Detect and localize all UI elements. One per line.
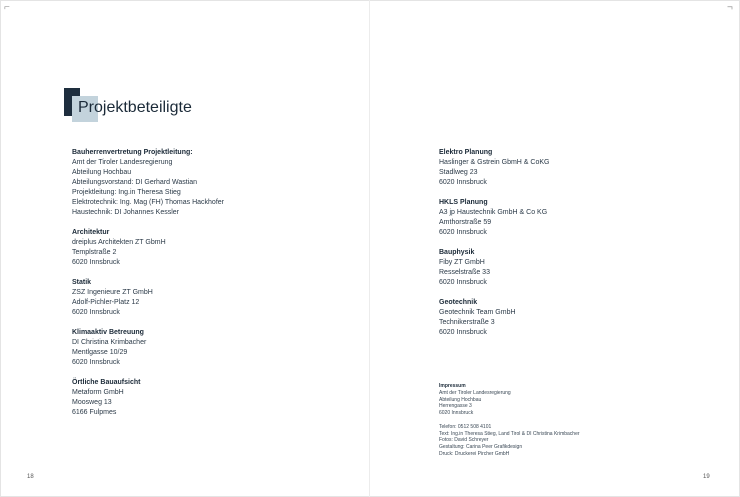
- block-line: ZSZ Ingenieure ZT GmbH: [72, 289, 153, 296]
- impressum-line: 6020 Innsbruck: [439, 410, 474, 417]
- impressum-line: Druck: Druckerei Pircher GmbH: [439, 450, 510, 457]
- contact-block: [72, 278, 372, 318]
- block-line: 6166 Fulpmes: [72, 409, 117, 416]
- impressum-line: Fotos: David Schreyer: [439, 437, 489, 444]
- page-title: Projektbeteiligte: [78, 99, 192, 116]
- block-line: Metaform GmbH: [72, 389, 124, 396]
- block-line: Moosweg 13: [72, 399, 112, 406]
- block-line: 6020 Innsbruck: [439, 179, 487, 186]
- block-line: Adolf-Pichler-Platz 12: [72, 299, 140, 306]
- block-heading: HKLS Planung: [439, 199, 488, 206]
- block-line: dreiplus Architekten ZT GbmH: [72, 239, 166, 246]
- block-line: Templstraße 2: [72, 249, 117, 256]
- block-line: Geotechnik Team GmbH: [439, 309, 516, 316]
- left-column: [72, 148, 372, 428]
- contact-block: [72, 228, 372, 268]
- contact-block: [72, 148, 372, 218]
- block-line: 6020 Innsbruck: [72, 309, 120, 316]
- right-corner-mark: ¬: [727, 2, 733, 13]
- contact-block: [439, 148, 739, 188]
- impressum-heading: Impressum: [439, 383, 466, 389]
- block-line: Abteilungsvorstand: DI Gerhard Wastian: [72, 179, 198, 186]
- block-heading: Statik: [72, 279, 92, 286]
- impressum-line: Text: Ing.in Theresa Stieg, Land Tirol & DI Christina Krimbacher: [439, 430, 580, 437]
- block-heading: Architektur: [72, 229, 110, 236]
- block-heading: Bauphysik: [439, 249, 475, 256]
- block-heading: Bauherrenvertretung Projektleitung:: [72, 149, 193, 156]
- page-number-right: 19: [703, 474, 710, 480]
- block-line: Amt der Tiroler Landesregierung: [72, 159, 173, 166]
- contact-block: [439, 248, 739, 288]
- impressum-spacer: [439, 417, 639, 424]
- impressum-credits: [439, 424, 639, 458]
- impressum-line: Telefon: 0512 508 4101: [439, 423, 492, 430]
- contact-block: [72, 378, 372, 418]
- block-line: Mentlgasse 10/29: [72, 349, 128, 356]
- impressum-line: Gestaltung: Carina Peer Grafikdesign: [439, 444, 523, 451]
- block-line: Amthorstraße 59: [439, 219, 492, 226]
- block-line: 6020 Innsbruck: [439, 329, 487, 336]
- impressum-line: Abteilung Hochbau: [439, 396, 482, 403]
- contact-block: [439, 198, 739, 238]
- block-heading: Elektro Planung: [439, 149, 493, 156]
- block-line: Abteilung Hochbau: [72, 169, 132, 176]
- block-heading: Geotechnik: [439, 299, 478, 306]
- impressum-line: Amt der Tiroler Landesregierung: [439, 389, 511, 396]
- block-line: Stadlweg 23: [439, 169, 478, 176]
- block-line: 6020 Innsbruck: [439, 279, 487, 286]
- block-line: 6020 Innsbruck: [72, 259, 120, 266]
- contact-block: [72, 328, 372, 368]
- block-line: Fiby ZT GmbH: [439, 259, 485, 266]
- block-line: 6020 Innsbruck: [439, 229, 487, 236]
- left-corner-mark: ⌐: [4, 2, 10, 13]
- impressum-address: [439, 390, 639, 417]
- right-column: [439, 148, 739, 348]
- block-line: A3 jp Haustechnik GmbH & Co KG: [439, 209, 548, 216]
- contact-block: [439, 298, 739, 338]
- impressum-line: Herrengasse 3: [439, 403, 472, 410]
- block-heading: Örtliche Bauaufsicht: [72, 379, 141, 386]
- block-line: Technikerstraße 3: [439, 319, 495, 326]
- block-heading: Klimaaktiv Betreuung: [72, 329, 144, 336]
- block-line: Haustechnik: DI Johannes Kessler: [72, 209, 179, 216]
- block-line: 6020 Innsbruck: [72, 359, 120, 366]
- block-line: Elektrotechnik: Ing. Mag (FH) Thomas Hackhofer: [72, 199, 224, 206]
- block-line: DI Christina Krimbacher: [72, 339, 147, 346]
- block-line: Haslinger & Gstrein GbmH & CoKG: [439, 159, 550, 166]
- impressum: [439, 383, 639, 458]
- page-number-left: 18: [27, 474, 34, 480]
- block-line: Projektleitung: Ing.in Theresa Stieg: [72, 189, 181, 196]
- block-line: Resselstraße 33: [439, 269, 490, 276]
